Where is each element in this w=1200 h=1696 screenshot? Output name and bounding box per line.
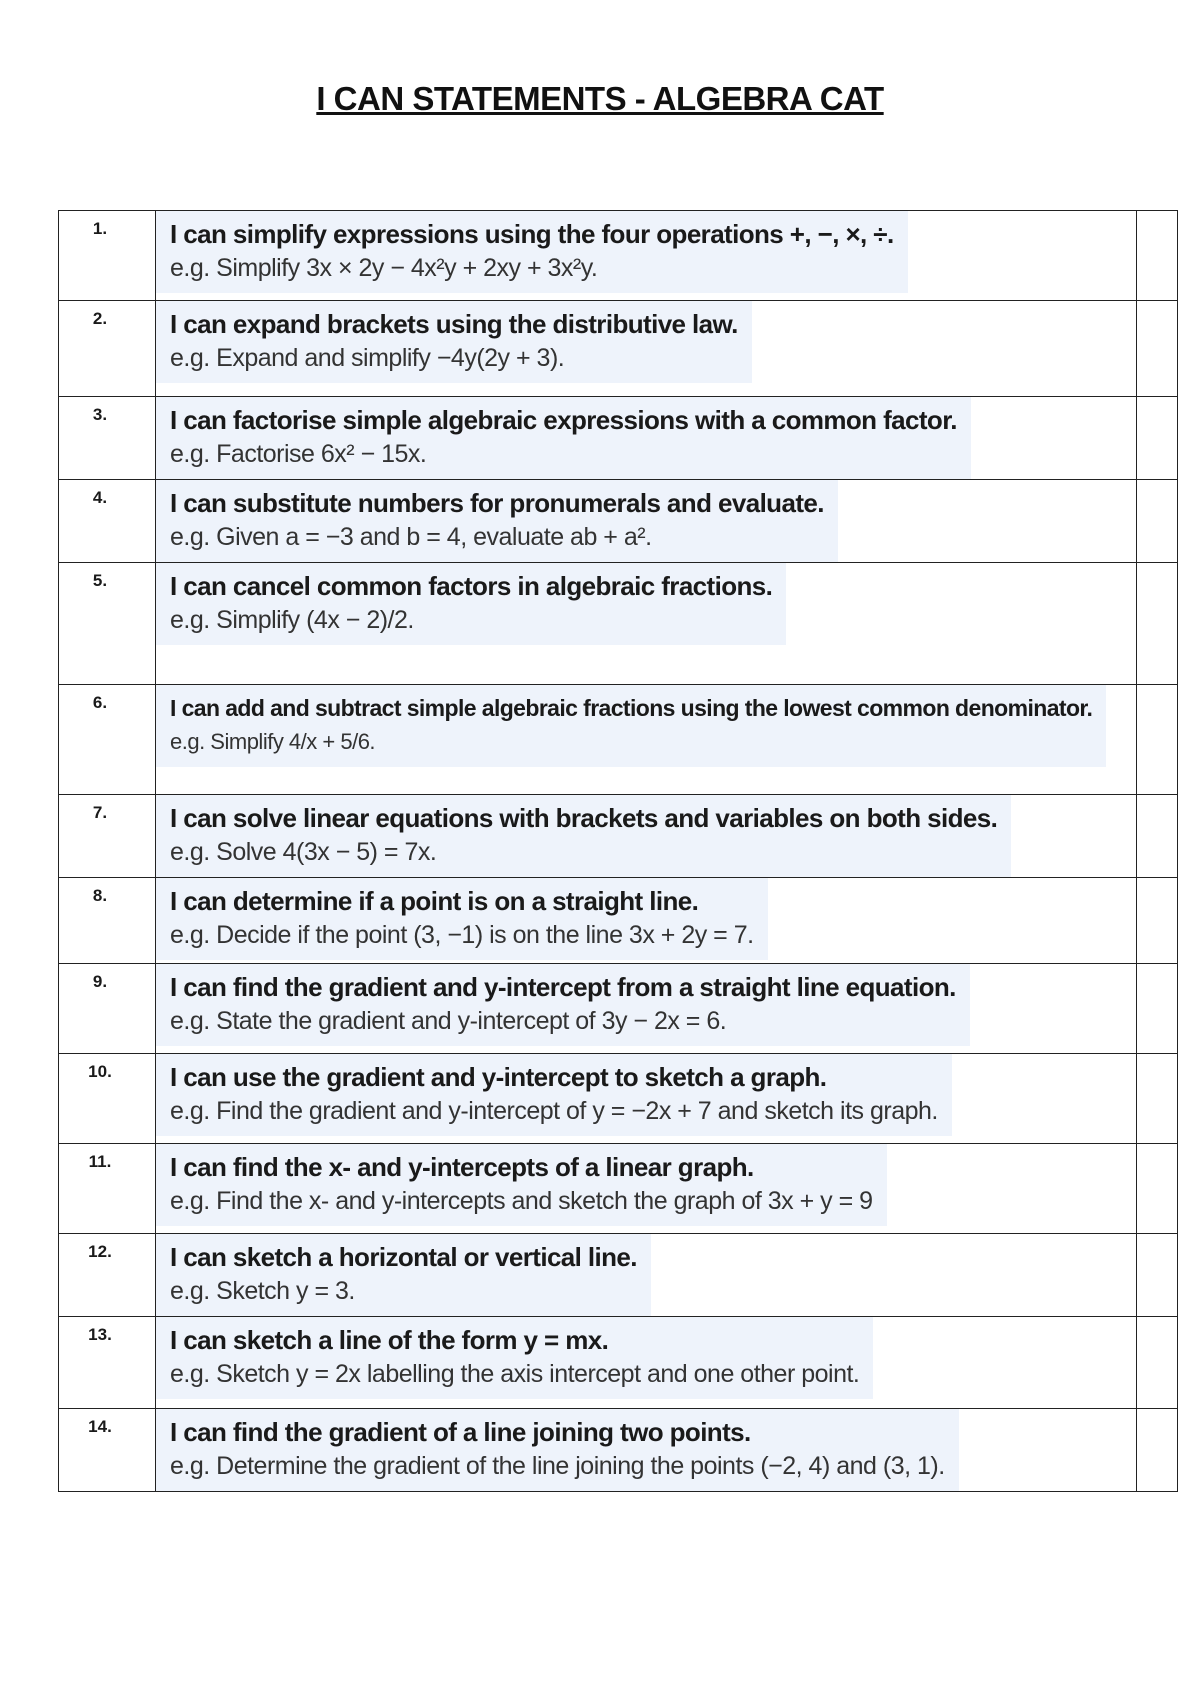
statements-table [58,210,1178,1492]
statement-cell [156,301,1137,397]
example-text: e.g. Sketch y = 2x labelling the axis intercept and one other point. [170,1360,860,1388]
skill-statement: I can use the gradient and y-intercept to sketch a graph. [170,1062,827,1092]
skill-statement: I can add and subtract simple algebraic fractions using the lowest common denominator. [170,695,1093,721]
checkbox-cell[interactable] [1137,563,1178,685]
statement-panel [156,1409,959,1491]
checkbox-cell[interactable] [1137,211,1178,301]
checkbox-cell[interactable] [1137,301,1178,397]
statement-row [59,563,1178,685]
row-number-cell [59,301,156,397]
checkbox-cell[interactable] [1137,878,1178,964]
row-number: 6. [92,693,108,712]
skill-statement: I can factorise simple algebraic expressions with a common factor. [170,405,957,435]
example-text: e.g. Simplify (4x − 2)/2. [170,606,414,634]
statement-row [59,397,1178,480]
example-text: e.g. Simplify 4/x + 5/6. [170,729,376,754]
statement-cell [156,1054,1137,1144]
example-text: e.g. Find the gradient and y-intercept of y = −2x + 7 and sketch its graph. [170,1097,938,1125]
statement-panel [156,211,908,293]
checkbox-cell[interactable] [1137,1054,1178,1144]
statement-row [59,301,1178,397]
row-number-cell [59,397,156,480]
statement-cell [156,211,1137,301]
statement-panel [156,397,971,479]
example-text: e.g. Solve 4(3x − 5) = 7x. [170,838,437,866]
row-number: 3. [92,405,108,424]
row-number-cell [59,878,156,964]
row-number-cell [59,1054,156,1144]
statement-row [59,480,1178,563]
statement-row [59,1409,1178,1492]
statement-panel [156,563,786,645]
checkbox-cell[interactable] [1137,1144,1178,1234]
statement-panel [156,1234,651,1316]
statement-row [59,878,1178,964]
skill-statement: I can find the gradient of a line joining two points. [170,1417,751,1447]
checkbox-cell[interactable] [1137,1234,1178,1317]
statement-panel [156,301,752,383]
row-number: 11. [88,1152,112,1171]
statement-row [59,1054,1178,1144]
row-number-cell [59,480,156,563]
example-text: e.g. Decide if the point (3, −1) is on the line 3x + 2y = 7. [170,921,754,949]
checkbox-cell[interactable] [1137,685,1178,795]
checkbox-cell[interactable] [1137,1409,1178,1492]
example-text: e.g. Given a = −3 and b = 4, evaluate ab + a². [170,523,652,551]
statement-row [59,1144,1178,1234]
row-number-cell [59,964,156,1054]
example-text: e.g. Determine the gradient of the line joining the points (−2, 4) and (3, 1). [170,1452,945,1480]
row-number: 7. [92,803,108,822]
statement-cell [156,563,1137,685]
skill-statement: I can find the gradient and y-intercept from a straight line equation. [170,972,956,1002]
example-text: e.g. Expand and simplify −4y(2y + 3). [170,344,565,372]
row-number-cell [59,685,156,795]
statement-panel [156,480,838,562]
statement-cell [156,1234,1137,1317]
statement-row [59,685,1178,795]
row-number-cell [59,1234,156,1317]
skill-statement: I can sketch a line of the form y = mx. [170,1325,609,1355]
statement-cell [156,1144,1137,1234]
statement-row [59,1317,1178,1409]
statement-cell [156,878,1137,964]
skill-statement: I can cancel common factors in algebraic fractions. [170,571,773,601]
row-number: 9. [92,972,108,991]
statement-panel [156,685,1106,767]
page-title: I CAN STATEMENTS - ALGEBRA CAT [316,80,884,117]
statement-row [59,211,1178,301]
skill-statement: I can substitute numbers for pronumerals and evaluate. [170,488,824,518]
statement-row [59,964,1178,1054]
example-text: e.g. Sketch y = 3. [170,1277,355,1305]
statement-cell [156,795,1137,878]
statement-cell [156,1409,1137,1492]
skill-statement: I can find the x- and y-intercepts of a linear graph. [170,1152,754,1182]
row-number: 5. [92,571,108,590]
row-number: 1. [92,219,108,238]
statement-panel [156,1144,887,1226]
row-number: 14. [88,1417,112,1436]
statement-cell [156,1317,1137,1409]
row-number: 4. [92,488,108,507]
row-number-cell [59,211,156,301]
skill-statement: I can sketch a horizontal or vertical line. [170,1242,637,1272]
row-number-cell [59,1144,156,1234]
checkbox-cell[interactable] [1137,1317,1178,1409]
example-text: e.g. Simplify 3x × 2y − 4x²y + 2xy + 3x²y. [170,254,598,282]
row-number-cell [59,795,156,878]
row-number: 2. [92,309,108,328]
skill-statement: I can solve linear equations with brackets and variables on both sides. [170,803,998,833]
example-text: e.g. State the gradient and y-intercept of 3y − 2x = 6. [170,1007,727,1035]
skill-statement: I can simplify expressions using the four operations +, −, ×, ÷. [170,219,894,249]
row-number-cell [59,1409,156,1492]
statement-panel [156,1317,873,1399]
row-number: 10. [88,1062,112,1081]
statement-panel [156,878,768,960]
row-number-cell [59,1317,156,1409]
checkbox-cell[interactable] [1137,480,1178,563]
checkbox-cell[interactable] [1137,397,1178,480]
row-number: 13. [88,1325,112,1344]
statement-panel [156,795,1011,877]
statement-cell [156,964,1137,1054]
checkbox-cell[interactable] [1137,795,1178,878]
statement-cell [156,397,1137,480]
statement-cell [156,480,1137,563]
statement-panel [156,1054,952,1136]
example-text: e.g. Find the x- and y-intercepts and sketch the graph of 3x + y = 9 [170,1187,873,1215]
example-text: e.g. Factorise 6x² − 15x. [170,440,427,468]
row-number: 8. [92,886,108,905]
statement-panel [156,964,970,1046]
checkbox-cell[interactable] [1137,964,1178,1054]
statement-cell [156,685,1137,795]
skill-statement: I can expand brackets using the distributive law. [170,309,738,339]
row-number-cell [59,563,156,685]
row-number: 12. [88,1242,112,1261]
statement-row [59,1234,1178,1317]
skill-statement: I can determine if a point is on a straight line. [170,886,699,916]
statement-row [59,795,1178,878]
